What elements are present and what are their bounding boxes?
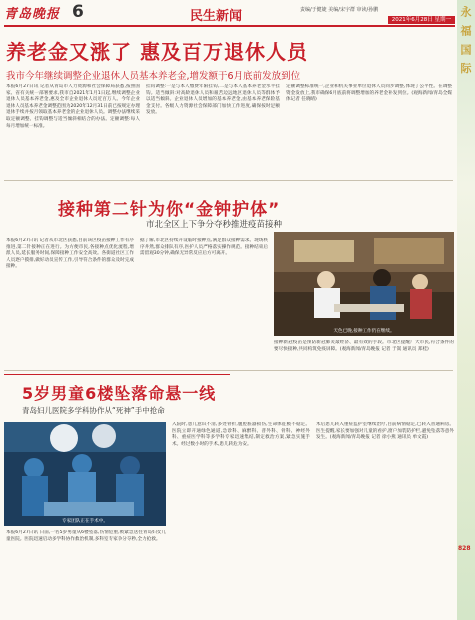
story1-subhead: 我市今年继续调整企业退休人员基本养老金,增发额于6月底前发放到位 xyxy=(6,71,301,82)
story2-column-2: 据了解,市北区持续开设临时接种点,满足群众接种需求。现场秩序井然,群众排队有序,医护人员严格落实操作规范。接种结束后需留观30分钟,确保无异常反应后方可离开。 xyxy=(140,238,268,257)
story1-column-2: 挂钩调整:一是与本人缴费年限挂钩,二是与本人基本养老金水平挂钩。适当倾斜:对高龄退休人员和艰苦边远地区退休人员等群体予以适当倾斜。企业退休人员增加的基本养老金,由基本养老保险基金支付。各级人力资源社会保障部门加快工作进度,确保按时足额发放。 xyxy=(146,84,280,116)
editor-credits: 责编/于健婕 美编/宋宇群 审读/孙鹏 xyxy=(300,7,379,13)
story3-headline: 5岁男童6楼坠落命悬一线 xyxy=(22,384,217,403)
story2-column-1: 本报6月27日讯 记者从市北区获悉,目前该区疫苗接种工作有序推进,第二针接种正在进行。为方便市民,各接种点优化流程,增派人员,延长服务时间,保障接种工作安全高效。各街道社区工作人员逐户摸排,做好动员宣传工作,引导符合条件的群众及时完成接种。 xyxy=(6,238,134,270)
section-divider xyxy=(4,370,453,371)
story3-column-2: 入院时,患儿意识不清,多处骨折,腹腔脏器损伤,生命体征极不稳定。医院立即开通绿色通道,急诊科、麻醉科、普外科、骨科、神经外科、重症医学科等多学科专家迅速集结,制定救治方案,紧急实施手术。经过数小时的手术,患儿转危为安。 xyxy=(172,422,310,447)
section-divider xyxy=(4,180,453,181)
surgery-photo-caption: 专家团队正在手术中。 xyxy=(62,519,108,524)
side-advertisement xyxy=(457,0,475,620)
story3-subhead: 青岛妇儿医院多学科协作从“死神”手中抢命 xyxy=(22,406,165,415)
vaccination-scene-image xyxy=(274,232,454,336)
section-title: 民生新闻 xyxy=(190,9,243,24)
ad-decoration: 永 福 国 际 xyxy=(459,6,472,76)
story2-headline: 接种第二针为你“金钟护体” xyxy=(58,200,281,220)
page-header xyxy=(4,3,455,27)
ad-number-decoration: 828 xyxy=(458,545,471,552)
story3-column-1: 本报6月27日讯 日前,一名5岁男童从6楼坠落,伤情危重,被紧急送往青岛妇女儿童医院。医院迅速启动多学科协作救治机制,多科室专家争分夺秒,全力抢救。 xyxy=(6,530,166,542)
issue-date: 2021年6月28日 星期一 xyxy=(388,16,455,24)
story2-column-3: 接种新冠疫苗是预防新冠肺炎最经济、最有效的手段。市北区提醒广大市民,符合条件的要尽快接种,共同构筑免疫屏障。(观海新闻/青岛晚报 记者 于嵩 通讯员 郑桂) xyxy=(274,340,454,352)
story1-column-3: 定额调整标准统一,企业和机关事业单位退休人员同步调整,体现了公平性。在调整资金发放上,我市确保6月底前将调整增加的养老金补发到位。(观海新闻/青岛全媒体记者 任晓晴) xyxy=(286,84,452,103)
story1-headline: 养老金又涨了 惠及百万退休人员 xyxy=(6,40,308,64)
surgery-photo xyxy=(4,422,166,526)
story2-subhead: 市北全区上下争分夺秒推进疫苗接种 xyxy=(146,220,283,230)
story3-column-3: 术后患儿转入重症监护室继续治疗,目前病情稳定,已转入普通病房。医生提醒,家长要加强对儿童的看护,窗户加装防护栏,避免坠落等意外发生。(观海新闻/青岛晚报 记者 徐小燕 通讯员 单文霞) xyxy=(316,422,454,441)
newspaper-logo: 青岛晚报 xyxy=(4,7,61,22)
vaccination-photo xyxy=(274,232,454,336)
vaccination-photo-caption: 天色已晚,接种工作仍在继续。 xyxy=(333,329,395,334)
surgery-scene-image xyxy=(4,422,166,526)
story1-column-1: 本报6月27日讯 记者从青岛市人力资源和社会保障局获悉,按照国家、省有关统一部署要求,我市自2021年1月1日起,继续调整企业退休人员基本养老金,惠及全市企业退休人员近百万人。今年企业退休人员基本养老金调整范围为2020年12月31日前已按规定办理退休手续并按月领取基本养老金的企业退休人员。调整办法继续采取定额调整、挂钩调整与适当倾斜相结合的办法。定额调整:每人每月增加统一标准。 xyxy=(6,84,140,129)
page-number: 6 xyxy=(72,2,84,22)
